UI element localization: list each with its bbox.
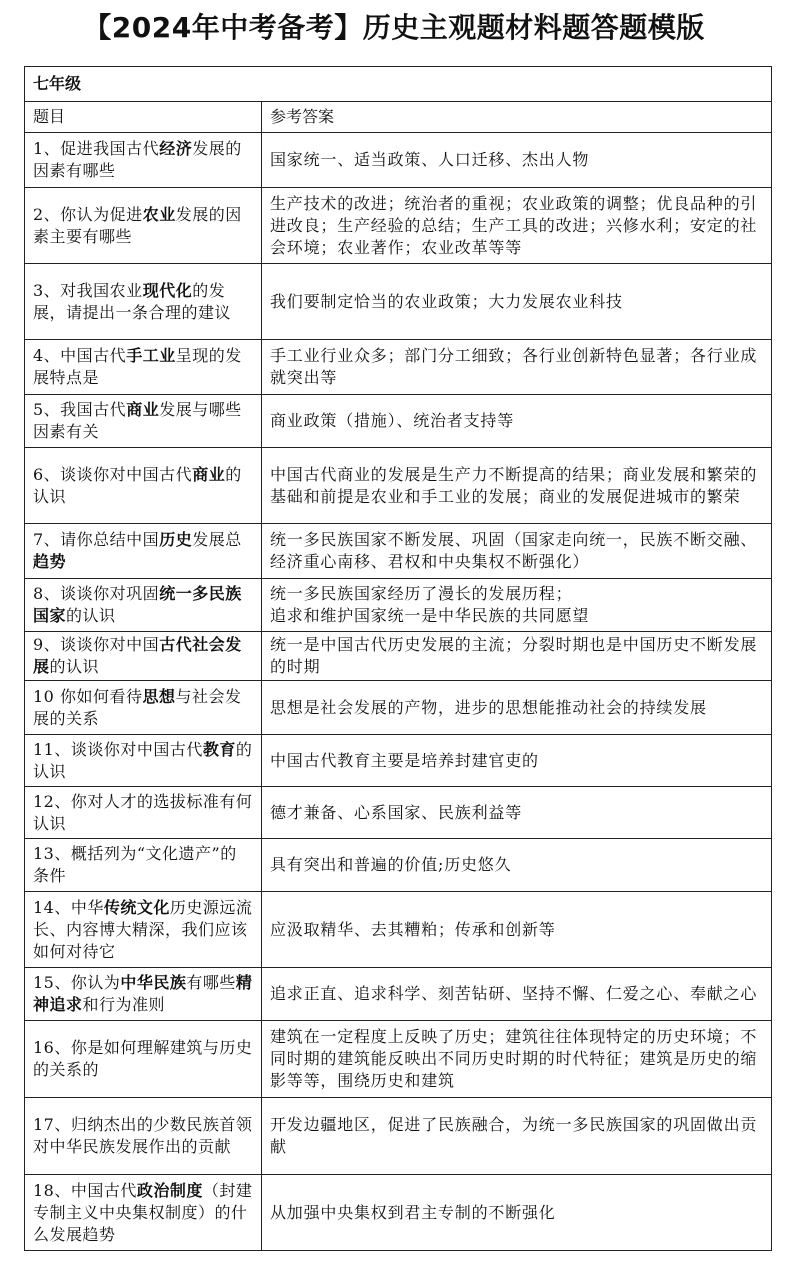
question-keyword: 古代社会发展 [33, 635, 242, 676]
question-text: 7、请你总结中国 [33, 530, 160, 549]
question-text: 3、对我国农业 [33, 280, 143, 300]
question-text: 11、谈谈你对中国古代 [33, 739, 203, 759]
question-text: 16、你是如何理解建筑与历史的关系的 [33, 1038, 253, 1079]
question-cell [25, 448, 262, 524]
question-cell [25, 579, 262, 632]
question-keyword: 思想 [142, 686, 176, 706]
question-text: 与社会发展的关系 [33, 686, 242, 728]
question-keyword: 政治制度 [136, 1180, 203, 1200]
table-row [25, 448, 772, 524]
question-text: 5、我国古代 [33, 400, 127, 419]
question-cell [25, 1098, 262, 1175]
question-text: 1、促进我国古代 [33, 139, 160, 158]
question-text: 发展的因素主要有哪些 [33, 204, 242, 246]
question-text: 6、谈谈你对中国古代 [33, 464, 193, 484]
question-text: 的认识 [49, 657, 100, 676]
answer-cell: 我们要制定恰当的农业政策；大力发展农业科技 [262, 264, 772, 340]
question-cell [25, 133, 262, 188]
question-text: 和行为准则 [82, 995, 166, 1014]
table-row [25, 395, 772, 448]
question-keyword: 现代化 [142, 280, 193, 300]
table-row [25, 839, 772, 892]
question-text: 发展的因素有哪些 [33, 139, 242, 180]
table-row [25, 1175, 772, 1251]
question-cell [25, 632, 262, 681]
table-row [25, 787, 772, 839]
answer-cell: 开发边疆地区，促进了民族融合，为统一多民族国家的巩固做出贡献 [262, 1098, 772, 1175]
answer-cell: 从加强中央集权到君主专制的不断强化 [262, 1175, 772, 1251]
question-keyword: 商业 [126, 400, 160, 419]
question-text: 有哪些 [186, 973, 236, 992]
grade-row [25, 67, 772, 102]
table-row [25, 1021, 772, 1098]
question-text: 的认识 [33, 464, 242, 506]
answer-cell: 统一是中国古代历史发展的主流；分裂时期也是中国历史不断发展的时期 [262, 632, 772, 681]
question-keyword: 经济 [159, 139, 193, 158]
table-row [25, 264, 772, 340]
question-text: 18、中国古代 [33, 1180, 137, 1200]
question-text: （封建专制主义中央集权制度）的什么发展趋势 [33, 1180, 253, 1244]
table-row [25, 892, 772, 968]
question-keyword: 历史 [159, 530, 193, 549]
table-row [25, 340, 772, 395]
question-text: 8、谈谈你对巩固 [33, 584, 160, 603]
question-text: 12、你对人才的选拔标准有何认识 [33, 791, 253, 833]
answer-cell: 中国古代教育主要是培养封建官吏的 [262, 735, 772, 787]
question-cell [25, 264, 262, 340]
qa-table [24, 66, 772, 1251]
question-cell [25, 681, 262, 735]
question-cell [25, 839, 262, 892]
header-row [25, 102, 772, 133]
question-keyword: 教育 [202, 739, 236, 759]
table-row [25, 524, 772, 579]
question-keyword: 中华民族 [120, 973, 187, 992]
question-text: 15、你认为 [33, 973, 121, 992]
question-keyword: 传统文化 [103, 897, 170, 917]
table-row [25, 681, 772, 735]
question-text: 10 你如何看待 [33, 686, 143, 706]
question-cell [25, 1021, 262, 1098]
question-keyword: 农业 [142, 204, 176, 224]
question-keyword: 精神追求 [33, 973, 253, 1014]
question-text: 2、你认为促进 [33, 204, 143, 224]
table-row [25, 968, 772, 1021]
question-cell [25, 1175, 262, 1251]
answer-cell: 统一多民族国家经历了漫长的发展历程； 追求和维护国家统一是中华民族的共同愿望 [262, 579, 772, 632]
answer-cell: 商业政策（措施）、统治者支持等 [262, 395, 772, 448]
question-text: 发展与哪些因素有关 [33, 400, 242, 441]
answer-cell: 追求正直、追求科学、刻苦钻研、坚持不懈、仁爱之心、奉献之心 [262, 968, 772, 1021]
answer-cell: 中国古代商业的发展是生产力不断提高的结果；商业发展和繁荣的基础和前提是农业和手工业的发展；商业的发展促进城市的繁荣 [262, 448, 772, 524]
table-row [25, 735, 772, 787]
table-row [25, 1098, 772, 1175]
table-row [25, 632, 772, 681]
question-keyword: 统一多民族国家 [33, 584, 242, 625]
question-text: 呈现的发展特点是 [33, 346, 242, 387]
question-text: 9、谈谈你对中国 [33, 635, 160, 654]
question-cell [25, 787, 262, 839]
question-text: 的发展，请提出一条合理的建议 [33, 280, 232, 322]
question-column-header: 题目 [25, 102, 262, 133]
answer-cell: 具有突出和普遍的价值;历史悠久 [262, 839, 772, 892]
question-text: 14、中华 [33, 897, 104, 917]
table-row [25, 579, 772, 632]
question-cell [25, 892, 262, 968]
question-text: 的认识 [66, 606, 116, 625]
question-cell [25, 735, 262, 787]
question-text: 4、中国古代 [33, 346, 127, 365]
question-cell [25, 188, 262, 264]
table-row [25, 188, 772, 264]
grade-label: 七年级 [25, 67, 772, 102]
question-keyword: 商业 [192, 464, 226, 484]
answer-cell: 思想是社会发展的产物，进步的思想能推动社会的持续发展 [262, 681, 772, 735]
answer-column-header: 参考答案 [262, 102, 772, 133]
question-text: 的认识 [33, 739, 253, 781]
answer-cell: 统一多民族国家不断发展、巩固（国家走向统一，民族不断交融、经济重心南移、君权和中央集权不断强化） [262, 524, 772, 579]
question-cell [25, 524, 262, 579]
page-title: 【2024年中考备考】历史主观题材料题答题模版 [83, 11, 705, 44]
question-cell [25, 395, 262, 448]
answer-cell: 德才兼备、心系国家、民族利益等 [262, 787, 772, 839]
answer-cell: 生产技术的改进；统治者的重视；农业政策的调整；优良品种的引进改良；生产经验的总结；生产工具的改进；兴修水利；安定的社会环境；农业著作；农业改革等等 [262, 188, 772, 264]
question-text: 历史源远流长、内容博大精深，我们应该如何对待它 [33, 897, 253, 961]
question-text: 发展总 [192, 530, 242, 549]
answer-cell: 手工业行业众多；部门分工细致；各行业创新特色显著；各行业成就突出等 [262, 340, 772, 395]
question-text: 13、概括列为“文化遗产”的条件 [33, 844, 237, 885]
question-keyword: 手工业 [126, 346, 176, 365]
answer-cell: 建筑在一定程度上反映了历史；建筑往往体现特定的历史环境；不同时期的建筑能反映出不同历史时期的时代特征；建筑是历史的缩影等等，围绕历史和建筑 [262, 1021, 772, 1098]
question-keyword: 趋势 [33, 552, 67, 571]
table-row [25, 133, 772, 188]
question-text: 17、归纳杰出的少数民族首领对中华民族发展作出的贡献 [33, 1115, 253, 1156]
answer-cell: 应汲取精华、去其糟粕；传承和创新等 [262, 892, 772, 968]
question-cell [25, 340, 262, 395]
answer-cell: 国家统一、适当政策、人口迁移、杰出人物 [262, 133, 772, 188]
qa-table-body [25, 67, 772, 1251]
question-cell [25, 968, 262, 1021]
